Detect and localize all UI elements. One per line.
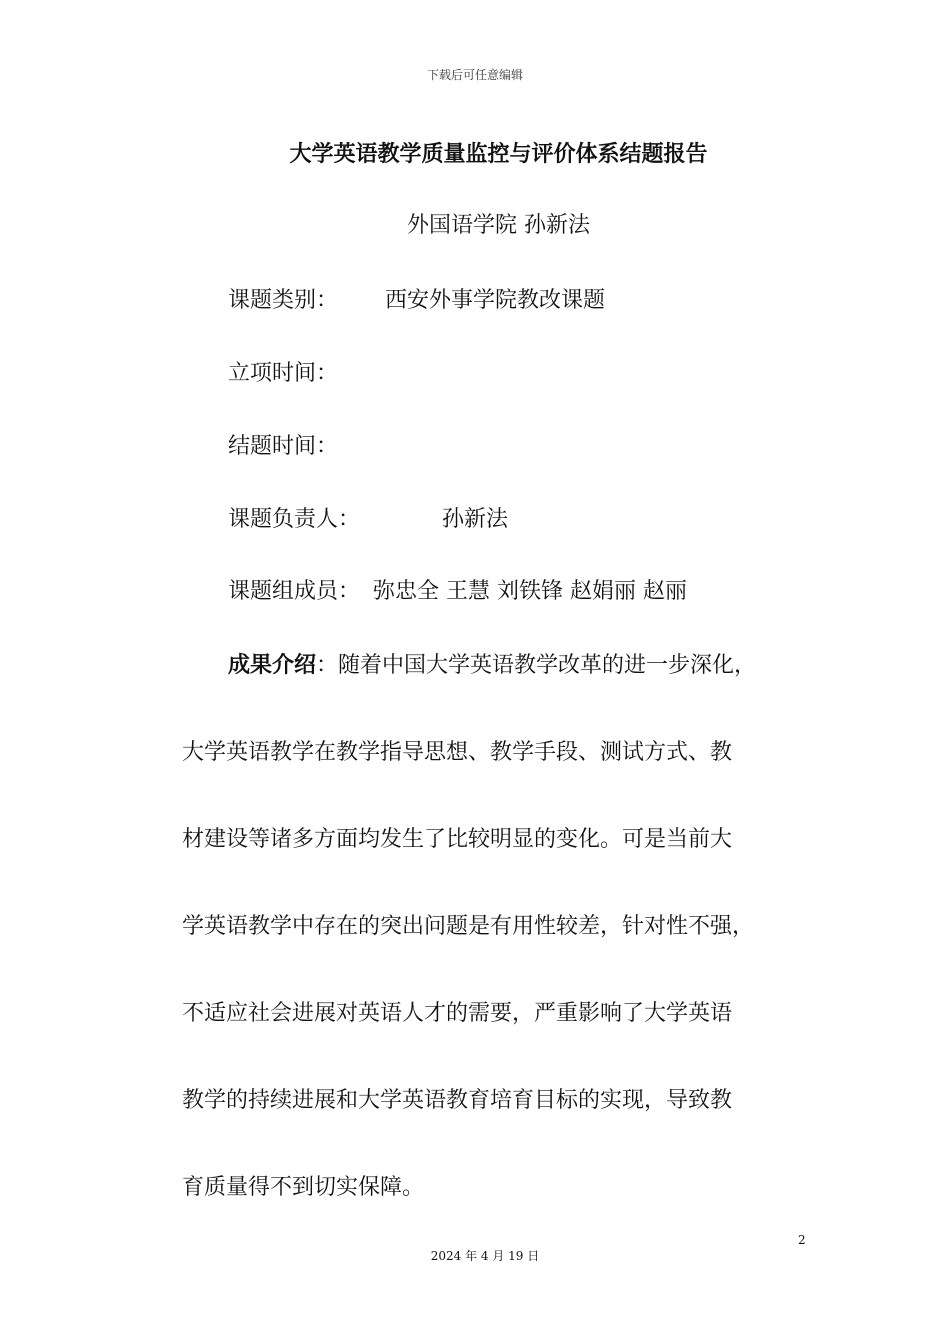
page-number: 2 — [798, 1233, 806, 1247]
author-line: 外国语学院 孙新法 — [407, 213, 590, 238]
field-label: 课题组成员： — [228, 579, 361, 604]
field-members — [228, 574, 687, 605]
field-label: 结题时间： — [228, 434, 339, 459]
summary-line: 学英语教学中存在的突出问题是有用性较差，针对性不强， — [182, 914, 755, 939]
page-header-note: 下载后可任意编辑 — [426, 68, 523, 82]
footer-date: 2024 年 4 月 19 日 — [430, 1249, 540, 1263]
document-title: 大学英语教学质量监控与评价体系结题报告 — [289, 142, 708, 167]
summary-colon: ： — [316, 653, 339, 678]
field-start-date — [228, 356, 338, 387]
field-value: 孙新法 — [442, 507, 509, 532]
field-value: 西安外事学院教改课题 — [385, 288, 606, 313]
field-value: 弥忠全 王慧 刘铁锋 赵娟丽 赵丽 — [373, 579, 687, 604]
field-leader — [228, 502, 509, 533]
summary-line: 教学的持续进展和大学英语教育培育目标的实现，导致教 — [182, 1088, 733, 1113]
field-label: 课题负责人： — [228, 507, 361, 532]
summary-label: 成果介绍 — [228, 653, 317, 678]
field-label: 立项时间： — [228, 361, 339, 386]
summary-lead-line — [228, 648, 756, 679]
field-category — [228, 283, 606, 314]
summary-line: 不适应社会进展对英语人才的需要，严重影响了大学英语 — [182, 1001, 733, 1026]
summary-line: 大学英语教学在教学指导思想、教学手段、测试方式、教 — [182, 740, 733, 765]
summary-line: 育质量得不到切实保障。 — [182, 1175, 425, 1200]
field-end-date — [228, 429, 338, 460]
summary-line: 材建设等诸多方面均发生了比较明显的变化。可是当前大 — [182, 827, 733, 852]
field-label: 课题类别： — [228, 288, 339, 313]
summary-first-line: 随着中国大学英语教学改革的进一步深化， — [338, 653, 757, 678]
